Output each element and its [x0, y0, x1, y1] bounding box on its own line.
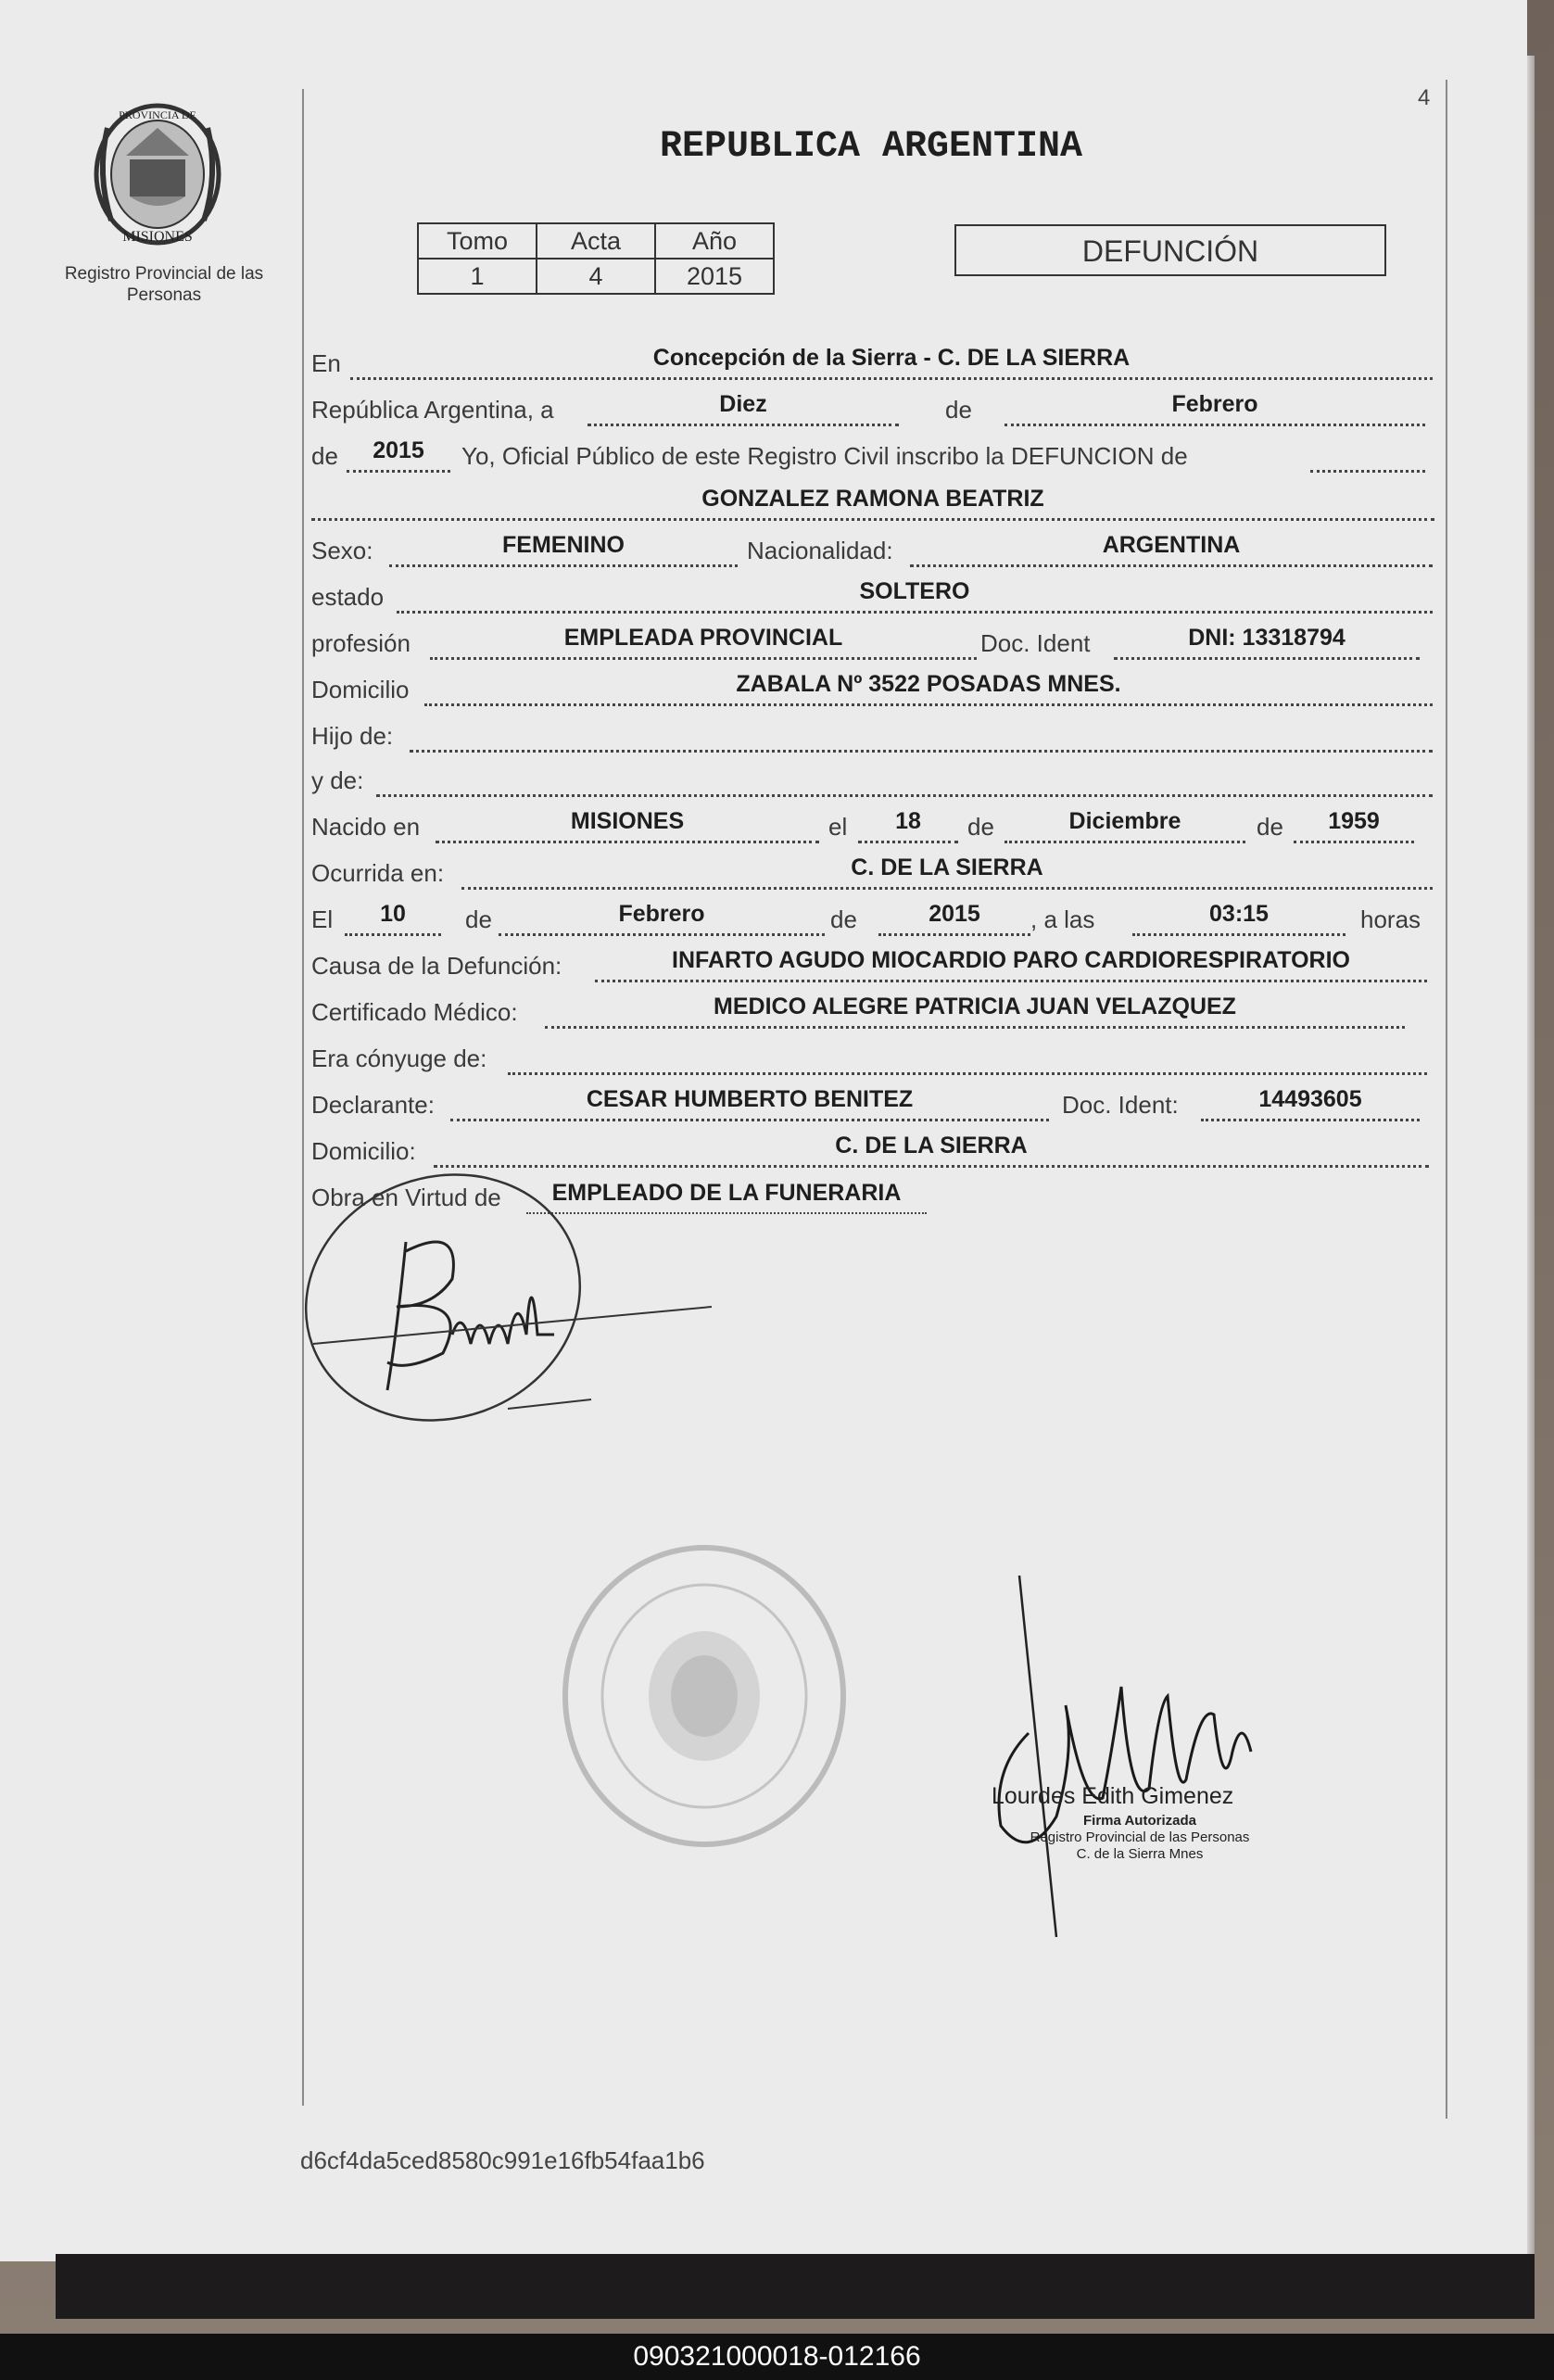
province-coat-of-arms-logo	[89, 100, 226, 248]
nombre-value: GONZALEZ RAMONA BEATRIZ	[311, 485, 1434, 521]
row-sexo	[311, 530, 1434, 567]
de-label-5: de	[465, 905, 492, 933]
de-label-1: de	[945, 396, 972, 424]
anio-value: 2015	[347, 437, 450, 473]
de-label-2: de	[311, 442, 338, 470]
hijo-label: Hijo de:	[311, 722, 394, 750]
declarante-label: Declarante:	[311, 1091, 435, 1119]
ref-value-anio: 2015	[655, 259, 774, 294]
certificado-label: Certificado Médico:	[311, 998, 518, 1026]
row-declarante	[311, 1084, 1434, 1121]
nacionalidad-label: Nacionalidad:	[747, 537, 893, 564]
row-causa	[311, 945, 1434, 982]
sexo-label: Sexo:	[311, 537, 373, 564]
El-label: El	[311, 905, 334, 933]
authority-line-2: Registro Provincial de las Personas	[1030, 1829, 1250, 1845]
estado-label: estado	[311, 583, 385, 611]
domicilio-value: ZABALA Nº 3522 POSADAS MNES.	[424, 670, 1433, 706]
hora-value: 03:15	[1132, 900, 1346, 936]
de-label-3: de	[967, 813, 994, 841]
causa-label: Causa de la Defunción:	[311, 952, 562, 980]
row-anio	[311, 436, 1434, 473]
alas-label: , a las	[1030, 905, 1095, 933]
book-cover-edge	[56, 2254, 1535, 2319]
de-label-4: de	[1257, 813, 1283, 841]
yo-text: Yo, Oficial Público de este Registro Civil inscribo la DEFUNCION de	[461, 442, 1188, 470]
row-nombre	[311, 484, 1434, 521]
nacido-label: Nacido en	[311, 813, 421, 841]
row-lugar	[311, 343, 1434, 380]
authority-signature	[973, 1566, 1307, 1956]
nacido-mes-value: Diciembre	[1004, 807, 1245, 843]
hijo-value	[410, 716, 1433, 753]
defuncion-de-blank	[1310, 437, 1425, 473]
def-dia-value: 10	[345, 900, 441, 936]
reference-table	[417, 222, 775, 295]
row-ocurrida	[311, 853, 1434, 890]
nacido-lugar-value: MISIONES	[436, 807, 819, 843]
de-label-6: de	[830, 905, 857, 933]
page-number: 4	[1418, 85, 1431, 110]
doc-value: DNI: 13318794	[1114, 624, 1420, 660]
registry-caption: Registro Provincial de las Personas	[64, 264, 264, 305]
estado-value: SOLTERO	[397, 577, 1433, 614]
row-certificado	[311, 992, 1434, 1029]
horas-label: horas	[1360, 905, 1421, 933]
yde-label: y de:	[311, 766, 364, 794]
doc2-value: 14493605	[1201, 1085, 1420, 1121]
nacido-anio-value: 1959	[1294, 807, 1414, 843]
authority-name: Lourdes Edith Gimenez	[992, 1783, 1234, 1809]
right-margin-line	[1446, 80, 1447, 2119]
page-edge	[1527, 56, 1535, 2261]
lugar-value: Concepción de la Sierra - C. DE LA SIERRA	[350, 344, 1433, 380]
conyuge-value	[508, 1039, 1427, 1075]
ocurrida-label: Ocurrida en:	[311, 859, 445, 887]
authority-line-3: C. de la Sierra Mnes	[1076, 1846, 1204, 1862]
yde-value	[376, 761, 1433, 797]
domicilio2-value: C. DE LA SIERRA	[434, 1132, 1429, 1168]
ref-value-tomo: 1	[418, 259, 537, 294]
row-conyuge	[311, 1038, 1434, 1075]
el-label: el	[828, 813, 848, 841]
document-title: REPUBLICA ARGENTINA	[659, 126, 1083, 168]
declarante-value: CESAR HUMBERTO BENITEZ	[450, 1085, 1049, 1121]
logo-bottom-text: MISIONES	[122, 229, 193, 245]
profesion-value: EMPLEADA PROVINCIAL	[430, 624, 977, 660]
profesion-label: profesión	[311, 629, 411, 657]
row-domicilio	[311, 669, 1434, 706]
row-nacimiento	[311, 806, 1434, 843]
def-anio-value: 2015	[878, 900, 1030, 936]
ref-header-anio: Año	[655, 223, 774, 259]
row-hijo	[311, 715, 1434, 753]
ref-header-tomo: Tomo	[418, 223, 537, 259]
footer-code: 090321000018-012166	[0, 2334, 1554, 2380]
registry-seal	[556, 1538, 853, 1854]
dia-value: Diez	[587, 390, 899, 426]
document-type-box: DEFUNCIÓN	[954, 224, 1386, 276]
left-margin-line	[302, 89, 304, 2106]
domicilio2-label: Domicilio:	[311, 1137, 416, 1165]
certificado-value: MEDICO ALEGRE PATRICIA JUAN VELAZQUEZ	[545, 993, 1405, 1029]
ref-header-acta: Acta	[537, 223, 655, 259]
causa-value: INFARTO AGUDO MIOCARDIO PARO CARDIORESPIRATORIO	[595, 946, 1427, 982]
nacido-dia-value: 18	[858, 807, 958, 843]
obra-value: EMPLEADO DE LA FUNERARIA	[526, 1179, 927, 1214]
doc-label: Doc. Ident	[980, 629, 1091, 657]
mes-value: Febrero	[1004, 390, 1425, 426]
ocurrida-value: C. DE LA SIERRA	[461, 854, 1433, 890]
row-fecha-defuncion	[311, 899, 1434, 936]
logo-top-text: PROVINCIA DE	[119, 108, 196, 121]
nacionalidad-value: ARGENTINA	[910, 531, 1433, 567]
def-mes-value: Febrero	[499, 900, 825, 936]
republica-label: República Argentina, a	[311, 396, 554, 424]
domicilio-label: Domicilio	[311, 676, 410, 703]
row-yde	[311, 760, 1434, 797]
sexo-value: FEMENINO	[389, 531, 738, 567]
en-label: En	[311, 349, 341, 377]
doc2-label: Doc. Ident:	[1062, 1091, 1179, 1119]
document-hash: d6cf4da5ced8580c991e16fb54faa1b6	[300, 2146, 705, 2174]
authority-line-1: Firma Autorizada	[1083, 1813, 1196, 1829]
row-estado	[311, 576, 1434, 614]
row-fecha	[311, 389, 1434, 426]
conyuge-label: Era cónyuge de:	[311, 1044, 487, 1072]
obra-label: Obra en Virtud de	[311, 1184, 501, 1211]
ref-value-acta: 4	[537, 259, 655, 294]
declarant-signature	[295, 1149, 721, 1446]
row-profesion	[311, 623, 1434, 660]
